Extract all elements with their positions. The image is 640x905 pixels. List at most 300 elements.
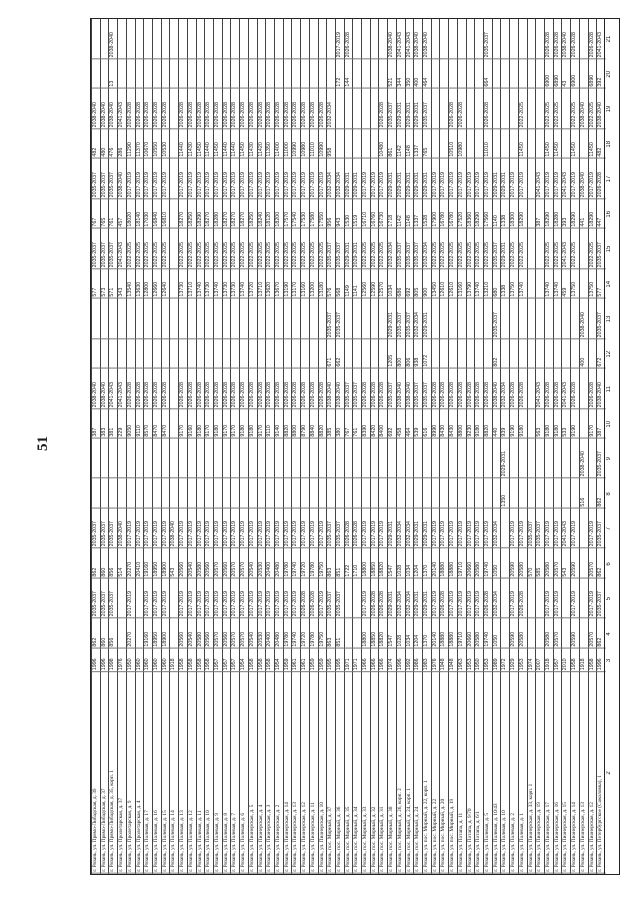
value-cell: 2035-2037 <box>397 299 406 339</box>
value-cell <box>545 339 554 369</box>
value-cell <box>179 438 188 478</box>
value-cell: 18850 <box>371 619 380 649</box>
value-cell <box>458 19 467 59</box>
value-cell <box>501 619 510 649</box>
value-cell: 2035-2037 <box>484 19 493 59</box>
value-cell <box>475 19 484 59</box>
value-cell <box>231 339 240 369</box>
value-cell: 18850 <box>371 549 380 579</box>
value-cell <box>336 129 345 159</box>
value-cell: 2038-2040 <box>336 369 345 409</box>
value-cell <box>493 19 502 59</box>
value-cell: 458 <box>397 409 406 439</box>
value-cell: 20590 <box>571 549 580 579</box>
value-cell <box>467 129 476 159</box>
value-cell: 2038-2040 <box>101 369 110 409</box>
value-cell: 2022-2025 <box>301 229 310 269</box>
value-cell <box>510 89 519 129</box>
value-cell: 2022-2025 <box>258 229 267 269</box>
value-cell: 570 <box>528 549 537 579</box>
value-cell: 1028 <box>397 549 406 579</box>
value-cell: 2035-2037 <box>493 299 502 339</box>
value-cell <box>353 59 362 89</box>
value-cell <box>136 339 145 369</box>
value-cell: 9230 <box>467 409 476 439</box>
value-cell: 9180 <box>545 409 554 439</box>
value-cell: 2022-2025 <box>179 229 188 269</box>
value-cell: 387 <box>92 409 101 439</box>
value-cell: 20570 <box>214 619 223 649</box>
value-cell <box>580 19 589 59</box>
value-cell: 2032-2034 <box>397 508 406 548</box>
value-cell: 2041-2043 <box>562 229 571 269</box>
column-number-18: 18 <box>606 140 612 148</box>
value-cell: 2017-2019 <box>258 578 267 618</box>
value-cell: 2017-2019 <box>249 159 258 199</box>
address-cell: г. Рязань, ул. Пионерская, д. 4 <box>258 672 267 874</box>
value-cell: 2017-2019 <box>284 159 293 199</box>
value-cell: 2026-2028 <box>597 159 606 199</box>
value-cell <box>501 299 510 339</box>
value-cell <box>440 438 449 478</box>
value-cell <box>371 129 380 159</box>
value-cell: 10550 <box>153 129 162 159</box>
value-cell: 2017-2019 <box>266 159 275 199</box>
value-cell <box>580 578 589 618</box>
value-cell: 9180 <box>475 409 484 439</box>
value-cell: 440 <box>493 409 502 439</box>
value-cell: 1958 <box>179 648 188 672</box>
value-cell <box>353 339 362 369</box>
column-number-19: 19 <box>606 105 612 113</box>
value-cell: 2026-2028 <box>214 89 223 129</box>
table-row <box>466 19 476 874</box>
value-cell <box>528 159 537 199</box>
value-cell: 1983 <box>423 648 432 672</box>
value-cell <box>362 19 371 59</box>
value-cell: 2026-2028 <box>144 89 153 129</box>
value-cell <box>528 19 537 59</box>
column-number-12: 12 <box>606 350 612 358</box>
value-cell <box>170 159 179 199</box>
value-cell <box>223 59 232 89</box>
value-cell: 10510 <box>449 129 458 159</box>
value-cell: 1141 <box>353 269 362 299</box>
value-cell: 1963 <box>458 648 467 672</box>
value-cell <box>519 299 528 339</box>
value-cell <box>484 438 493 478</box>
value-cell: 2017-2019 <box>510 159 519 199</box>
value-cell: 2032-2034 <box>397 578 406 618</box>
value-cell: 1034 <box>406 619 415 649</box>
value-cell: 1995 <box>336 648 345 672</box>
value-cell <box>580 508 589 548</box>
value-cell <box>388 438 397 478</box>
value-cell: 18240 <box>258 199 267 229</box>
value-cell <box>197 299 206 339</box>
value-cell: 2029-2031 <box>501 438 510 478</box>
value-cell <box>475 339 484 369</box>
value-cell: 2035-2037 <box>528 508 537 548</box>
value-cell: 2032-2034 <box>501 369 510 409</box>
value-cell: 2026-2028 <box>545 369 554 409</box>
column-number-16: 16 <box>606 210 612 218</box>
value-cell: 2022-2025 <box>162 229 171 269</box>
value-cell: 2029-2031 <box>414 159 423 199</box>
value-cell: 2026-2028 <box>571 19 580 59</box>
address-cell: г. Рязань, пос. Мирный, д. 32 <box>371 672 380 874</box>
address-cell: г. Рязань, ул. Пионерская, д. 2 <box>275 672 284 874</box>
value-cell: 2017-2019 <box>266 508 275 548</box>
value-cell: 2010 <box>562 648 571 672</box>
value-cell: 20580 <box>545 549 554 579</box>
value-cell: 2026-2028 <box>310 578 319 618</box>
value-cell <box>458 438 467 478</box>
address-cell: г. Рязань, ул. Пионерская, д. 33, корп. 1 <box>528 672 537 874</box>
value-cell: 20140 <box>432 619 441 649</box>
value-cell <box>562 578 571 618</box>
value-cell: 18140 <box>136 199 145 229</box>
value-cell: 2035-2037 <box>423 369 432 409</box>
value-cell <box>528 619 537 649</box>
column-number-9: 9 <box>606 456 612 461</box>
value-cell <box>362 129 371 159</box>
value-cell: 2035-2037 <box>597 508 606 548</box>
value-cell: 2026-2028 <box>449 369 458 409</box>
value-cell <box>379 59 388 89</box>
value-cell: 2029-2031 <box>388 508 397 548</box>
value-cell: 20580 <box>519 549 528 579</box>
value-cell: 20660 <box>467 619 476 649</box>
table-row <box>474 19 484 874</box>
value-cell: 2017-2019 <box>519 159 528 199</box>
value-cell: 2017-2019 <box>223 578 232 618</box>
value-cell <box>170 299 179 339</box>
value-cell <box>127 438 136 478</box>
value-cell: 2035-2037 <box>336 578 345 618</box>
value-cell: 2026-2028 <box>301 369 310 409</box>
value-cell: 2026-2028 <box>136 369 145 409</box>
value-cell <box>545 479 554 509</box>
value-cell <box>188 438 197 478</box>
value-cell <box>510 59 519 89</box>
value-cell <box>501 578 510 618</box>
value-cell <box>92 299 101 339</box>
address-cell: г. Рязань, ул. Пионерская, д. 17 <box>545 672 554 874</box>
value-cell: 863 <box>327 619 336 649</box>
value-cell: 2017-2019 <box>301 508 310 548</box>
value-cell: 2041-2043 <box>109 369 118 409</box>
column-number-5: 5 <box>606 596 612 601</box>
value-cell <box>249 59 258 89</box>
value-cell: 862 <box>597 479 606 509</box>
value-cell: 1957 <box>223 648 232 672</box>
table-row <box>335 19 345 874</box>
value-cell: 20410 <box>136 549 145 579</box>
value-cell <box>118 299 127 339</box>
value-cell: 2022-2025 <box>449 229 458 269</box>
value-cell <box>240 339 249 369</box>
address-cell: г. Рязань, ул. Пролетарская, д. 9 <box>127 672 136 874</box>
value-cell: 1142 <box>397 129 406 159</box>
value-cell <box>231 59 240 89</box>
value-cell: 17030 <box>144 199 153 229</box>
value-cell: 805 <box>414 269 423 299</box>
value-cell: 1050 <box>493 549 502 579</box>
value-cell: 172 <box>336 59 345 89</box>
value-cell <box>528 438 537 478</box>
value-cell: 851 <box>336 549 345 579</box>
value-cell: 2017-2019 <box>467 159 476 199</box>
table-row <box>291 19 301 874</box>
value-cell <box>162 59 171 89</box>
value-cell <box>580 549 589 579</box>
value-cell <box>205 19 214 59</box>
value-cell <box>371 19 380 59</box>
value-cell: 2026-2028 <box>162 369 171 409</box>
value-cell <box>214 479 223 509</box>
column-number-2: 2 <box>606 771 612 775</box>
value-cell: 2017-2019 <box>449 508 458 548</box>
value-cell <box>240 438 249 478</box>
address-cell: г. Рязань, ул. Полевая, д. 9 <box>214 672 223 874</box>
value-cell: 2032-2034 <box>336 159 345 199</box>
value-cell: 2017-2019 <box>275 578 284 618</box>
value-cell: 2022-2025 <box>188 229 197 269</box>
value-cell: 18290 <box>589 199 598 229</box>
value-cell <box>275 339 284 369</box>
value-cell <box>510 19 519 59</box>
table-body <box>91 19 605 874</box>
value-cell: 12640 <box>162 269 171 299</box>
value-cell: 2017-2019 <box>205 508 214 548</box>
address-cell: г. Рязань, ул. Полевая, д. 14 <box>170 672 179 874</box>
value-cell: 2026-2028 <box>197 89 206 129</box>
value-cell: 2029-2031 <box>414 89 423 129</box>
value-cell: 2035-2037 <box>414 229 423 269</box>
value-cell <box>371 89 380 129</box>
value-cell <box>223 479 232 509</box>
address-cell: г. Рязань, пос. Мирный, д. 36 <box>336 672 345 874</box>
value-cell <box>319 339 328 369</box>
value-cell <box>319 19 328 59</box>
address-cell: г. Рязань, ул. Пионерская, д. 14 <box>571 672 580 874</box>
value-cell: 1960 <box>136 648 145 672</box>
value-cell: 1992 <box>406 648 415 672</box>
value-cell <box>432 299 441 339</box>
value-cell <box>353 89 362 129</box>
value-cell: 1959 <box>284 648 293 672</box>
value-cell: 2022-2025 <box>153 229 162 269</box>
value-cell <box>92 438 101 478</box>
value-cell <box>510 479 519 509</box>
value-cell <box>153 339 162 369</box>
value-cell: 2017-2019 <box>292 508 301 548</box>
value-cell <box>562 129 571 159</box>
value-cell <box>319 299 328 339</box>
value-cell: 387 <box>597 409 606 439</box>
value-cell <box>554 339 563 369</box>
value-cell <box>266 479 275 509</box>
value-cell <box>301 339 310 369</box>
value-cell <box>406 438 415 478</box>
value-cell: 8990 <box>432 409 441 439</box>
value-cell: 1989 <box>493 648 502 672</box>
value-cell: 2017-2019 <box>484 508 493 548</box>
table-row <box>318 19 328 874</box>
value-cell: 11440 <box>179 129 188 159</box>
value-cell: 2017-2019 <box>475 508 484 548</box>
value-cell: 2029-2031 <box>388 299 397 339</box>
value-cell: 2026-2028 <box>319 89 328 129</box>
value-cell <box>571 479 580 509</box>
value-cell: 20590 <box>571 619 580 649</box>
table-row <box>204 19 214 874</box>
value-cell: 2038-2040 <box>562 19 571 59</box>
value-cell: 2026-2028 <box>188 369 197 409</box>
value-cell: 2035-2037 <box>327 299 336 339</box>
value-cell: 1958 <box>205 648 214 672</box>
value-cell: 672 <box>597 339 606 369</box>
value-cell <box>501 129 510 159</box>
table-row <box>344 19 354 874</box>
value-cell <box>310 339 319 369</box>
value-cell: 2026-2028 <box>484 578 493 618</box>
value-cell <box>118 19 127 59</box>
value-cell <box>510 299 519 339</box>
value-cell: 2017-2019 <box>214 508 223 548</box>
value-cell: 2035-2037 <box>406 299 415 339</box>
value-cell: 543 <box>170 549 179 579</box>
value-cell: 18290 <box>545 199 554 229</box>
value-cell: 2022-2025 <box>127 229 136 269</box>
value-cell: 11010 <box>484 129 493 159</box>
value-cell <box>484 339 493 369</box>
value-cell: 2017-2019 <box>231 578 240 618</box>
value-cell: 2026-2028 <box>519 369 528 409</box>
value-cell <box>414 479 423 509</box>
value-cell: 2017-2019 <box>554 508 563 548</box>
value-cell: 2035-2037 <box>397 229 406 269</box>
value-cell <box>562 619 571 649</box>
value-cell: 2035-2037 <box>109 578 118 618</box>
value-cell <box>258 59 267 89</box>
value-cell: 2038-2040 <box>597 89 606 129</box>
value-cell: 343 <box>118 269 127 299</box>
value-cell: 2017-2019 <box>162 578 171 618</box>
value-cell: 18360 <box>467 199 476 229</box>
value-cell: 2017-2019 <box>188 578 197 618</box>
value-cell <box>440 479 449 509</box>
value-cell: 9170 <box>231 409 240 439</box>
value-cell: 2029-2031 <box>397 89 406 129</box>
value-cell <box>580 229 589 269</box>
value-cell: 11450 <box>545 129 554 159</box>
value-cell: 19740 <box>292 549 301 579</box>
value-cell: 2038-2040 <box>406 369 415 409</box>
value-cell <box>258 479 267 509</box>
value-cell: 344 <box>397 59 406 89</box>
value-cell: 447 <box>597 199 606 229</box>
value-cell: 17900 <box>432 199 441 229</box>
value-cell: 1337 <box>414 129 423 159</box>
value-cell: 229 <box>118 409 127 439</box>
value-cell: 2026-2028 <box>301 89 310 129</box>
value-cell: 2007 <box>536 648 545 672</box>
value-cell <box>345 89 354 129</box>
value-cell: 9170 <box>258 409 267 439</box>
value-cell: 2026-2028 <box>153 89 162 129</box>
value-cell: 2026-2028 <box>223 89 232 129</box>
value-cell: 13750 <box>571 269 580 299</box>
value-cell <box>379 438 388 478</box>
value-cell <box>170 89 179 129</box>
value-cell <box>292 19 301 59</box>
table-row <box>117 19 127 874</box>
value-cell <box>223 299 232 339</box>
value-cell: 2022-2025 <box>284 229 293 269</box>
value-cell: 20480 <box>275 549 284 579</box>
value-cell: 2038-2040 <box>388 19 397 59</box>
value-cell: 2022-2025 <box>379 229 388 269</box>
value-cell: 19720 <box>301 619 310 649</box>
value-cell: 2038-2040 <box>92 369 101 409</box>
value-cell: 11350 <box>266 129 275 159</box>
value-cell: 2026-2028 <box>223 369 232 409</box>
value-cell <box>92 19 101 59</box>
value-cell: 2029-2031 <box>353 159 362 199</box>
value-cell <box>536 299 545 339</box>
address-cell: г. Рязань, ул. Полевая, д. 11 <box>197 672 206 874</box>
value-cell: 2029-2031 <box>423 508 432 548</box>
value-cell <box>519 59 528 89</box>
value-cell: 20570 <box>589 549 598 579</box>
table-row <box>535 19 545 874</box>
value-cell: 2017-2019 <box>371 159 380 199</box>
value-cell: 577 <box>597 269 606 299</box>
value-cell <box>484 479 493 509</box>
value-cell <box>458 299 467 339</box>
value-cell: 956 <box>327 199 336 229</box>
value-cell <box>205 339 214 369</box>
value-cell <box>589 299 598 339</box>
value-cell: 8470 <box>162 409 171 439</box>
value-cell: 2035-2037 <box>109 159 118 199</box>
value-cell: 2026-2028 <box>510 369 519 409</box>
value-cell: 2032-2034 <box>414 299 423 339</box>
value-cell: 19740 <box>484 619 493 649</box>
table-row <box>413 19 423 874</box>
value-cell: 2026-2028 <box>345 508 354 548</box>
value-cell <box>144 479 153 509</box>
value-cell: 2017-2019 <box>319 159 328 199</box>
value-cell <box>136 479 145 509</box>
value-cell: 8570 <box>144 409 153 439</box>
address-cell: г. Рязань, ул. Полевая, д. 15 <box>162 672 171 874</box>
value-cell: 8840 <box>310 409 319 439</box>
table-row <box>257 19 267 874</box>
value-cell: 11450 <box>589 129 598 159</box>
value-cell: 10990 <box>292 129 301 159</box>
value-cell: 2026-2028 <box>292 89 301 129</box>
value-cell: 2035-2037 <box>101 159 110 199</box>
value-cell: 9190 <box>510 409 519 439</box>
value-cell: 2038-2040 <box>414 19 423 59</box>
value-cell: 2017-2019 <box>179 578 188 618</box>
address-cell: г. Рязань, пос. Мирный, д. 24, корп. 1 <box>406 672 415 874</box>
value-cell: 2035-2037 <box>92 159 101 199</box>
value-cell: 521 <box>388 59 397 89</box>
